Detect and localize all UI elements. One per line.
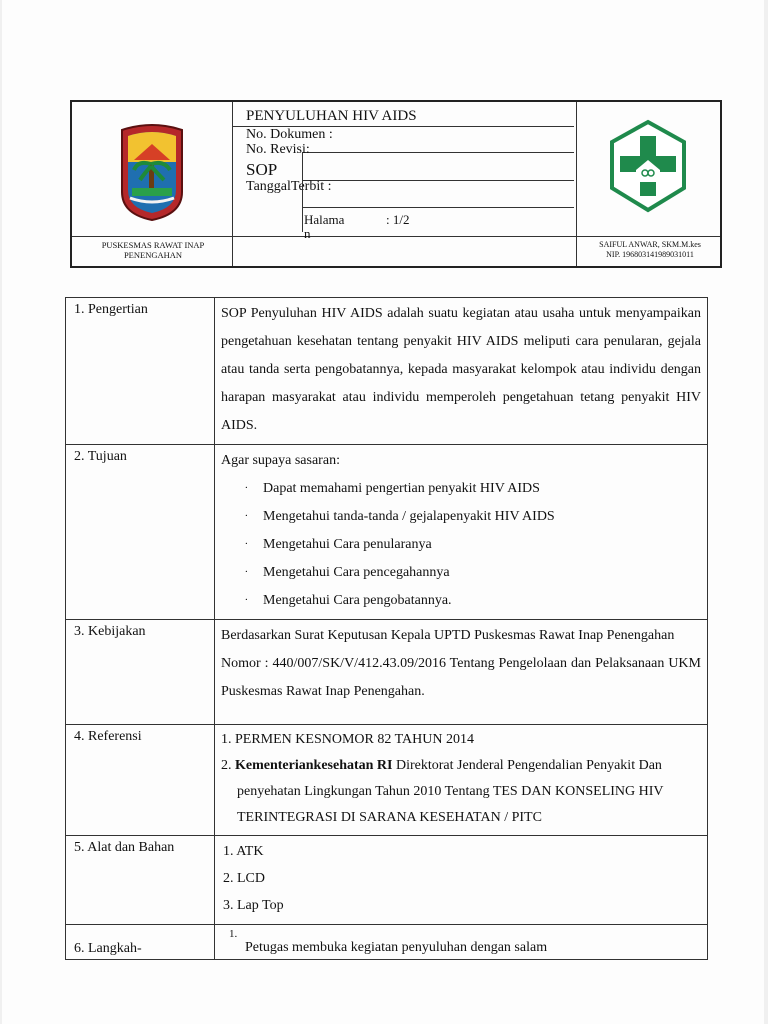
referensi-content (215, 725, 708, 836)
list-item: . Dapat memahami pengertian penyakit HIV AIDS (221, 475, 701, 503)
org-name: PUSKESMAS RAWAT INAP PENENGAHAN (101, 240, 205, 260)
publish-date-label: TanggalTerbit : (246, 179, 332, 194)
document-title: PENYULUHAN HIV AIDS (246, 108, 417, 124)
signatory: SAIFUL ANWAR, SKM.M.kes NIP. 196803141989031011 (599, 240, 701, 259)
reference-item-cont: penyehatan Lingkungan Tahun 2010 Tentang TES DAN KONSELING HIV (237, 784, 664, 799)
list-item: . Mengetahui Cara penularanya (221, 531, 701, 559)
pengertian-text: SOP Penyuluhan HIV AIDS adalah suatu kegiatan atau usaha untuk menyampaikan pengetahuan kesehatan tentang penyakit HIV AIDS meliputi cara penularan, gejala atau tanda serta pengobatannya, kepada masyarakat kelompok atau individu dengan harapan masyarakat atau individu memperoleh pengetahuan tetang penyakit HIV AIDS. (215, 298, 708, 445)
table-row (66, 925, 708, 960)
regency-emblem-icon (116, 122, 188, 222)
sop-content-table (65, 297, 708, 960)
table-row (66, 620, 708, 725)
section-label: 5. Alat dan Bahan (66, 836, 215, 925)
list-item: . Mengetahui Cara pencegahannya (221, 559, 701, 587)
document-page (2, 0, 764, 1024)
document-number-label: No. Dokumen : (246, 127, 333, 142)
page-label: Halama (304, 212, 345, 227)
sop-label: SOP (246, 160, 278, 179)
tujuan-content (215, 445, 708, 620)
kebijakan-content (215, 620, 708, 725)
sop-header (70, 100, 722, 268)
step-text: Petugas membuka kegiatan penyuluhan dengan salam (245, 940, 548, 955)
table-row (66, 298, 708, 445)
list-item: 1. ATK (223, 844, 264, 859)
list-item: . Mengetahui tanda-tanda / gejalapenyakit HIV AIDS (221, 503, 701, 531)
step-number: 1. (229, 928, 238, 940)
reference-item: 2. Kementeriankesehatan RI Direktorat Jenderal Pengendalian Penyakit Dan (221, 758, 662, 773)
table-row (66, 836, 708, 925)
reference-item: 1. PERMEN KESNOMOR 82 TAHUN 2014 (221, 732, 474, 747)
table-row (66, 725, 708, 836)
section-label: 2. Tujuan (66, 445, 215, 620)
list-item: 3. Lap Top (223, 898, 284, 913)
page-label-wrap: n (304, 226, 311, 241)
kebijakan-line: Berdasarkan Surat Keputusan Kepala UPTD Puskesmas Rawat Inap Penengahan (221, 628, 675, 643)
langkah-content (215, 925, 708, 960)
section-label: 6. Langkah- (66, 925, 215, 960)
table-row (66, 445, 708, 620)
revision-label: No. Revisi: (246, 142, 310, 157)
alat-content (215, 836, 708, 925)
kebijakan-line: Nomor : 440/007/SK/V/412.43.09/2016 Tentang Pengelolaan dan Pelaksanaan UKM Puskesmas Rawat Inap Penengahan. (221, 656, 701, 699)
list-item: 2. LCD (223, 871, 265, 886)
section-label: 3. Kebijakan (66, 620, 215, 725)
puskesmas-logo-icon (608, 118, 688, 214)
section-label: 1. Pengertian (66, 298, 215, 445)
reference-item-cont: TERINTEGRASI DI SARANA KESEHATAN / PITC (237, 810, 542, 825)
tujuan-intro: Agar supaya sasaran: (221, 453, 340, 468)
page-number: : 1/2 (386, 212, 410, 227)
section-label: 4. Referensi (66, 725, 215, 836)
list-item: . Mengetahui Cara pengobatannya. (221, 587, 701, 615)
